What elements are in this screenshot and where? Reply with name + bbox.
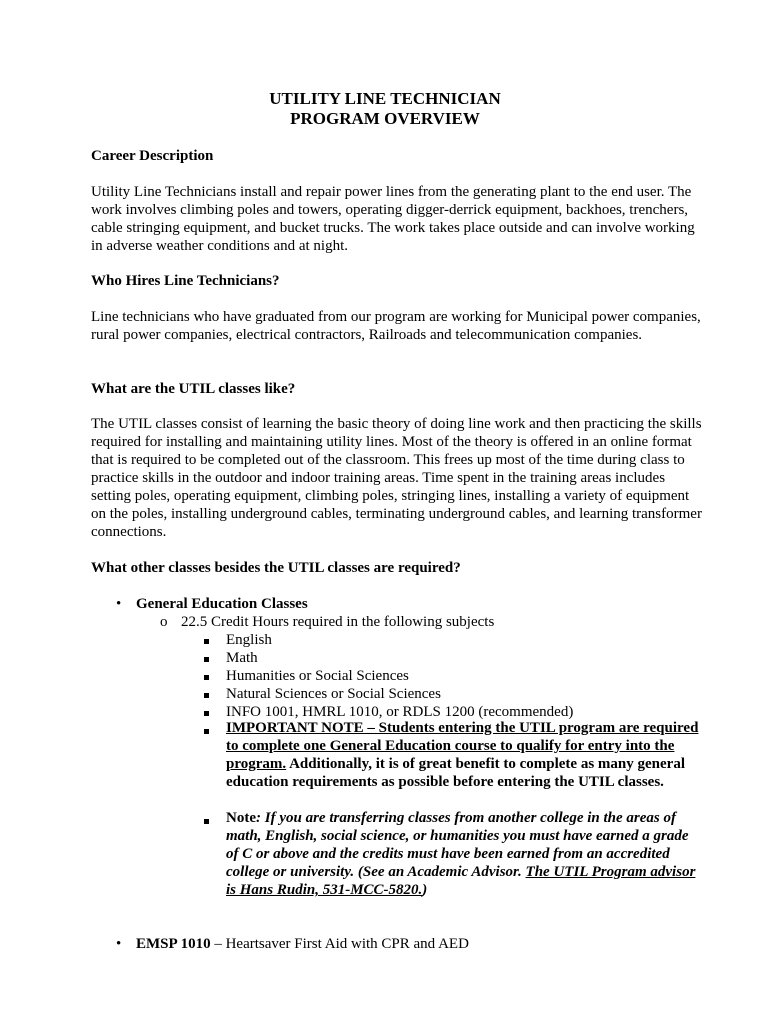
- important-note-rest: Additionally, it is of great benefit to complete as many general education requirements as possible before entering the UTIL classes.: [226, 756, 685, 790]
- important-note-underlined: IMPORTANT NOTE – Students entering the UTIL program are required to complete one General Education course to qualify for entry into the program.: [226, 720, 699, 772]
- note-label: Note: [226, 810, 256, 826]
- note-advisor: The UTIL Program advisor is Hans Rudin, 531-MCC-5820.: [226, 864, 696, 898]
- classes-like-paragraph: The UTIL classes consist of learning the basic theory of doing line work and then practicing the skills required for installing and maintaining utility lines. Most of the theory is offered in an online format that is required to be completed out of the classroom. This frees up most of the time during class to practice skills in the outdoor and indoor training areas. Time spent in the training areas includes setting poles, operating equipment, climbing poles, stringing lines, installing a variety of equipment on the poles, installing underground cables, terminating underground cables, and learning transformer connections.: [91, 416, 702, 540]
- square-bullet-icon: [204, 811, 209, 829]
- gen-ed-label: General Education Classes: [136, 596, 308, 612]
- square-bullet-icon: [204, 721, 209, 739]
- square-bullet-icon: [204, 649, 209, 667]
- classes-like-heading: What are the UTIL classes like?: [91, 381, 296, 397]
- note-text: : If you are transferring classes from another college in the areas of math, English, social science, or humanities you must have earned a grade of C or above and the credits must have been earned from an accredited college or university. (See an Academic Advisor.: [226, 810, 689, 880]
- career-paragraph: Utility Line Technicians install and repair power lines from the generating plant to the end user. The work involves climbing poles and towers, operating digger-derrick equipment, backhoes, trenchers, cable stringing equipment, and bucket trucks. The work takes place outside and can involve working in adverse weather conditions and at night.: [91, 184, 695, 254]
- subject-item: English: [226, 632, 272, 648]
- bullet-icon: •: [116, 596, 122, 612]
- subject-item: Natural Sciences or Social Sciences: [226, 686, 441, 702]
- transfer-note: [226, 809, 700, 899]
- emsp-code: EMSP 1010: [136, 936, 211, 952]
- note-close: ): [422, 882, 428, 898]
- square-bullet-icon: [204, 631, 209, 649]
- who-hires-heading: Who Hires Line Technicians?: [91, 273, 280, 289]
- subject-item: Math: [226, 650, 258, 666]
- square-bullet-icon: [204, 703, 209, 721]
- other-classes-heading: What other classes besides the UTIL classes are required?: [91, 560, 461, 576]
- subject-item: Humanities or Social Sciences: [226, 668, 409, 684]
- gen-ed-credit-hours: 22.5 Credit Hours required in the following subjects: [181, 614, 495, 630]
- title-line-2: PROGRAM OVERVIEW: [290, 109, 480, 128]
- emsp-item: [136, 935, 469, 953]
- bullet-icon: •: [116, 936, 122, 952]
- important-note: [226, 719, 700, 791]
- who-hires-paragraph: Line technicians who have graduated from our program are working for Municipal power companies, rural power companies, electrical contractors, Railroads and telecommunication companies.: [91, 309, 701, 343]
- career-heading: Career Description: [91, 148, 214, 164]
- title-line-1: UTILITY LINE TECHNICIAN: [269, 89, 501, 108]
- square-bullet-icon: [204, 685, 209, 703]
- document-title: [0, 89, 770, 129]
- emsp-desc: – Heartsaver First Aid with CPR and AED: [210, 936, 469, 952]
- circle-bullet-icon: o: [160, 614, 168, 630]
- subject-item: INFO 1001, HMRL 1010, or RDLS 1200 (recommended): [226, 704, 574, 720]
- square-bullet-icon: [204, 667, 209, 685]
